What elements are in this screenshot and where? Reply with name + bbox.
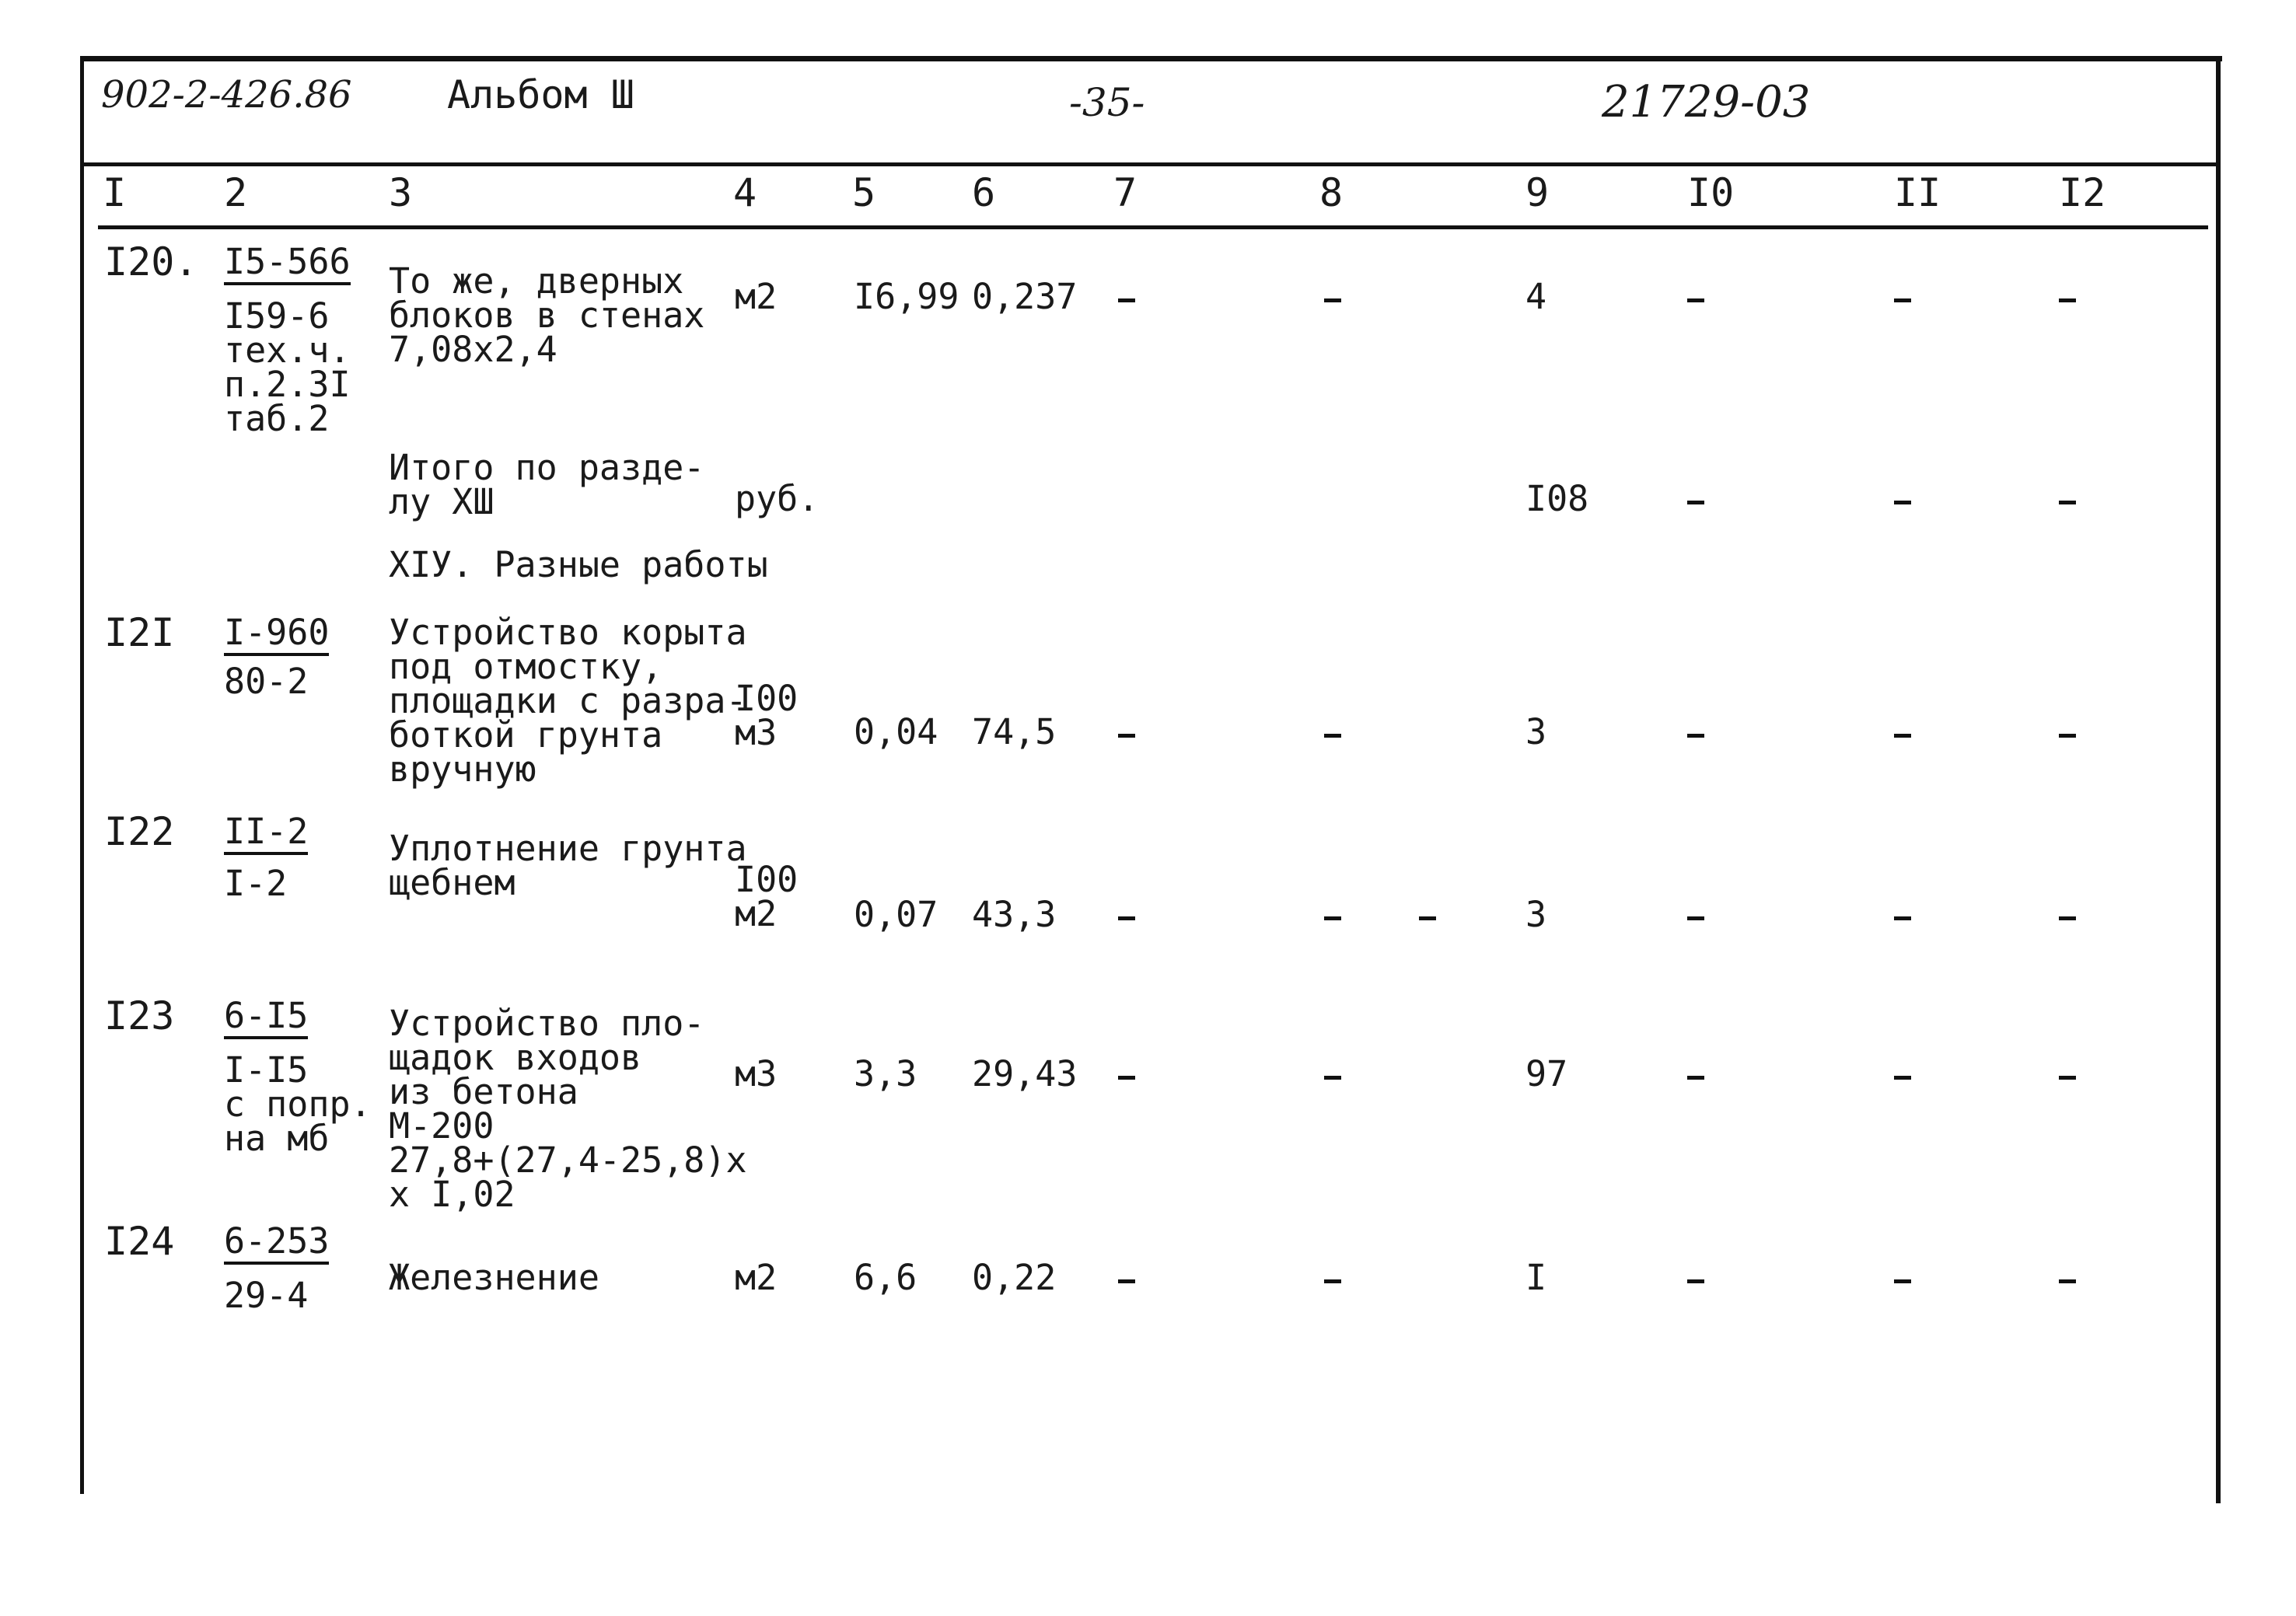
- column-header-10: I0: [1687, 170, 1735, 215]
- col7-value-dash: [1118, 1076, 1135, 1080]
- col11-value-dash: [1894, 298, 1911, 302]
- col11-value-dash: [1894, 501, 1911, 504]
- col10-value-dash: [1687, 1279, 1704, 1283]
- col6-value: 0,237: [972, 276, 1078, 317]
- work-description-line: под отмостку,: [389, 646, 663, 687]
- unit-of-measure: [735, 276, 778, 317]
- col8-value-dash: [1324, 734, 1341, 738]
- work-description-line: Итого по разде-: [389, 447, 705, 488]
- norm-reference-line: п.2.3I: [224, 364, 351, 405]
- norm-reference-line: таб.2: [224, 398, 330, 439]
- column-header-11: II: [1894, 170, 1941, 215]
- row-number: I2I: [104, 610, 175, 655]
- col10-value-dash: [1687, 916, 1704, 920]
- col12-value-dash: [2059, 916, 2076, 920]
- col12-value-dash: [2059, 734, 2076, 738]
- work-description-line: М-200: [389, 1105, 494, 1147]
- col12-value-dash: [2059, 501, 2076, 504]
- work-description: [389, 612, 747, 790]
- work-description-line: лу ХШ: [389, 481, 494, 522]
- norm-reference: [224, 661, 309, 702]
- col9-value: 3: [1525, 711, 1547, 752]
- unit-of-measure-line: м3: [735, 1053, 778, 1094]
- col6-value: 74,5: [972, 711, 1057, 752]
- col12-value-dash: [2059, 1279, 2076, 1283]
- norm-reference-line: с попр.: [224, 1084, 372, 1125]
- norm-code: I5-566: [224, 245, 351, 285]
- column-header-6: 6: [972, 170, 996, 215]
- norm-code: II-2: [224, 815, 308, 855]
- unit-of-measure: [735, 1053, 778, 1094]
- col8-value-dash: [1324, 1279, 1341, 1283]
- norm-reference-line: I-I5: [224, 1049, 309, 1091]
- norm-reference-line: I-2: [224, 863, 288, 904]
- column-header-12: I2: [2059, 170, 2106, 215]
- work-description-line: Железнение: [389, 1257, 599, 1298]
- header-divider-line: [82, 162, 2221, 166]
- col10-value-dash: [1687, 734, 1704, 738]
- work-description-line: из бетона: [389, 1071, 578, 1112]
- column-header-1: I: [103, 170, 127, 215]
- col12-value-dash: [2059, 1076, 2076, 1080]
- column-header-5: 5: [852, 170, 876, 215]
- col10-value-dash: [1687, 501, 1704, 504]
- unit-of-measure-line: руб.: [735, 478, 820, 519]
- col5-value: I6,99: [854, 276, 959, 317]
- col11-value-dash: [1894, 734, 1911, 738]
- norm-reference: [224, 295, 351, 439]
- col8-value-dash: [1324, 916, 1341, 920]
- col7-value-dash: [1118, 1279, 1135, 1283]
- work-description: [389, 260, 705, 370]
- norm-reference-line: на мб: [224, 1118, 330, 1159]
- col9-value: 3: [1525, 894, 1547, 935]
- row-number: I20.: [104, 239, 198, 284]
- norm-reference: [224, 1049, 372, 1159]
- unit-of-measure-line: I00: [735, 678, 799, 719]
- row-number: I22: [104, 809, 175, 854]
- col7-value-dash: [1118, 916, 1135, 920]
- unit-of-measure: [735, 859, 799, 934]
- column-header-4: 4: [733, 170, 757, 215]
- page-number: -35-: [1069, 80, 1145, 125]
- frame-right-line: [2216, 56, 2221, 1503]
- unit-of-measure: [735, 1257, 778, 1298]
- col9-value: I08: [1525, 478, 1589, 519]
- col6-value: 29,43: [972, 1053, 1078, 1094]
- work-description-line: блоков в стенах: [389, 295, 705, 336]
- work-description-line: х I,02: [389, 1174, 515, 1215]
- norm-reference: [224, 863, 288, 904]
- work-description-line: XIУ. Разные работы: [389, 544, 768, 585]
- col10-value-dash: [1687, 298, 1704, 302]
- unit-of-measure-line: м2: [735, 1257, 778, 1298]
- col5-value: 6,6: [854, 1257, 917, 1298]
- work-description-line: 7,08х2,4: [389, 329, 557, 370]
- work-description: [389, 447, 705, 522]
- norm-reference-line: тех.ч.: [224, 330, 351, 371]
- unit-of-measure-line: I00: [735, 859, 799, 900]
- column-header-2: 2: [224, 170, 248, 215]
- col9-value: 97: [1525, 1053, 1568, 1094]
- col11-value-dash: [1894, 1279, 1911, 1283]
- column-header-9: 9: [1525, 170, 1550, 215]
- norm-code: I-960: [224, 616, 329, 656]
- norm-reference: [224, 1275, 309, 1316]
- row-number: I23: [104, 993, 175, 1038]
- col5-value: 0,07: [854, 894, 938, 935]
- col8-value-dash: [1324, 298, 1341, 302]
- album-label: Альбом Ш: [447, 72, 634, 117]
- work-description-line: Устройство корыта: [389, 612, 747, 653]
- work-description: [389, 1003, 747, 1215]
- column-header-divider-line: [98, 225, 2208, 229]
- unit-of-measure-line: м2: [735, 276, 778, 317]
- column-header-8: 8: [1319, 170, 1344, 215]
- col9-value: 4: [1525, 276, 1547, 317]
- unit-of-measure: [735, 678, 799, 753]
- column-header-7: 7: [1113, 170, 1138, 215]
- norm-code: 6-I5: [224, 999, 308, 1039]
- work-description-line: боткой грунта: [389, 714, 663, 756]
- norm-reference-line: I59-6: [224, 295, 330, 337]
- unit-of-measure-line: м2: [735, 893, 778, 934]
- col12-value-dash: [2059, 298, 2076, 302]
- frame-top-line: [81, 56, 2222, 61]
- col7-value-dash: [1118, 298, 1135, 302]
- col11-value-dash: [1894, 1076, 1911, 1080]
- work-description-line: щадок входов: [389, 1037, 642, 1078]
- col10-value-dash: [1687, 1076, 1704, 1080]
- work-description: [389, 544, 768, 585]
- unit-of-measure-line: м3: [735, 712, 778, 753]
- norm-code: 6-253: [224, 1224, 329, 1265]
- work-description-line: Уплотнение грунта: [389, 828, 747, 869]
- col5-value: 0,04: [854, 711, 938, 752]
- col11-value-dash: [1894, 916, 1911, 920]
- col5-value: 3,3: [854, 1053, 917, 1094]
- col8b-value-dash: [1419, 916, 1436, 920]
- unit-of-measure: [735, 478, 820, 519]
- row-number: I24: [104, 1219, 175, 1264]
- work-description-line: площадки с разра-: [389, 680, 747, 721]
- norm-reference-line: 29-4: [224, 1275, 309, 1316]
- work-description-line: Устройство пло-: [389, 1003, 705, 1044]
- work-description: [389, 1257, 599, 1298]
- column-header-3: 3: [389, 170, 413, 215]
- col8-value-dash: [1324, 1076, 1341, 1080]
- norm-reference-line: 80-2: [224, 661, 309, 702]
- col6-value: 43,3: [972, 894, 1057, 935]
- ref-number: 21729-03: [1602, 77, 1811, 127]
- work-description: [389, 828, 747, 903]
- frame-left-line: [80, 56, 84, 1494]
- work-description-line: вручную: [389, 749, 536, 790]
- doc-code: 902-2-426.86: [101, 73, 352, 117]
- col6-value: 0,22: [972, 1257, 1057, 1298]
- work-description-line: 27,8+(27,4-25,8)х: [389, 1140, 747, 1181]
- col7-value-dash: [1118, 734, 1135, 738]
- work-description-line: щебнем: [389, 862, 515, 903]
- col9-value: I: [1525, 1257, 1547, 1298]
- work-description-line: То же, дверных: [389, 260, 684, 302]
